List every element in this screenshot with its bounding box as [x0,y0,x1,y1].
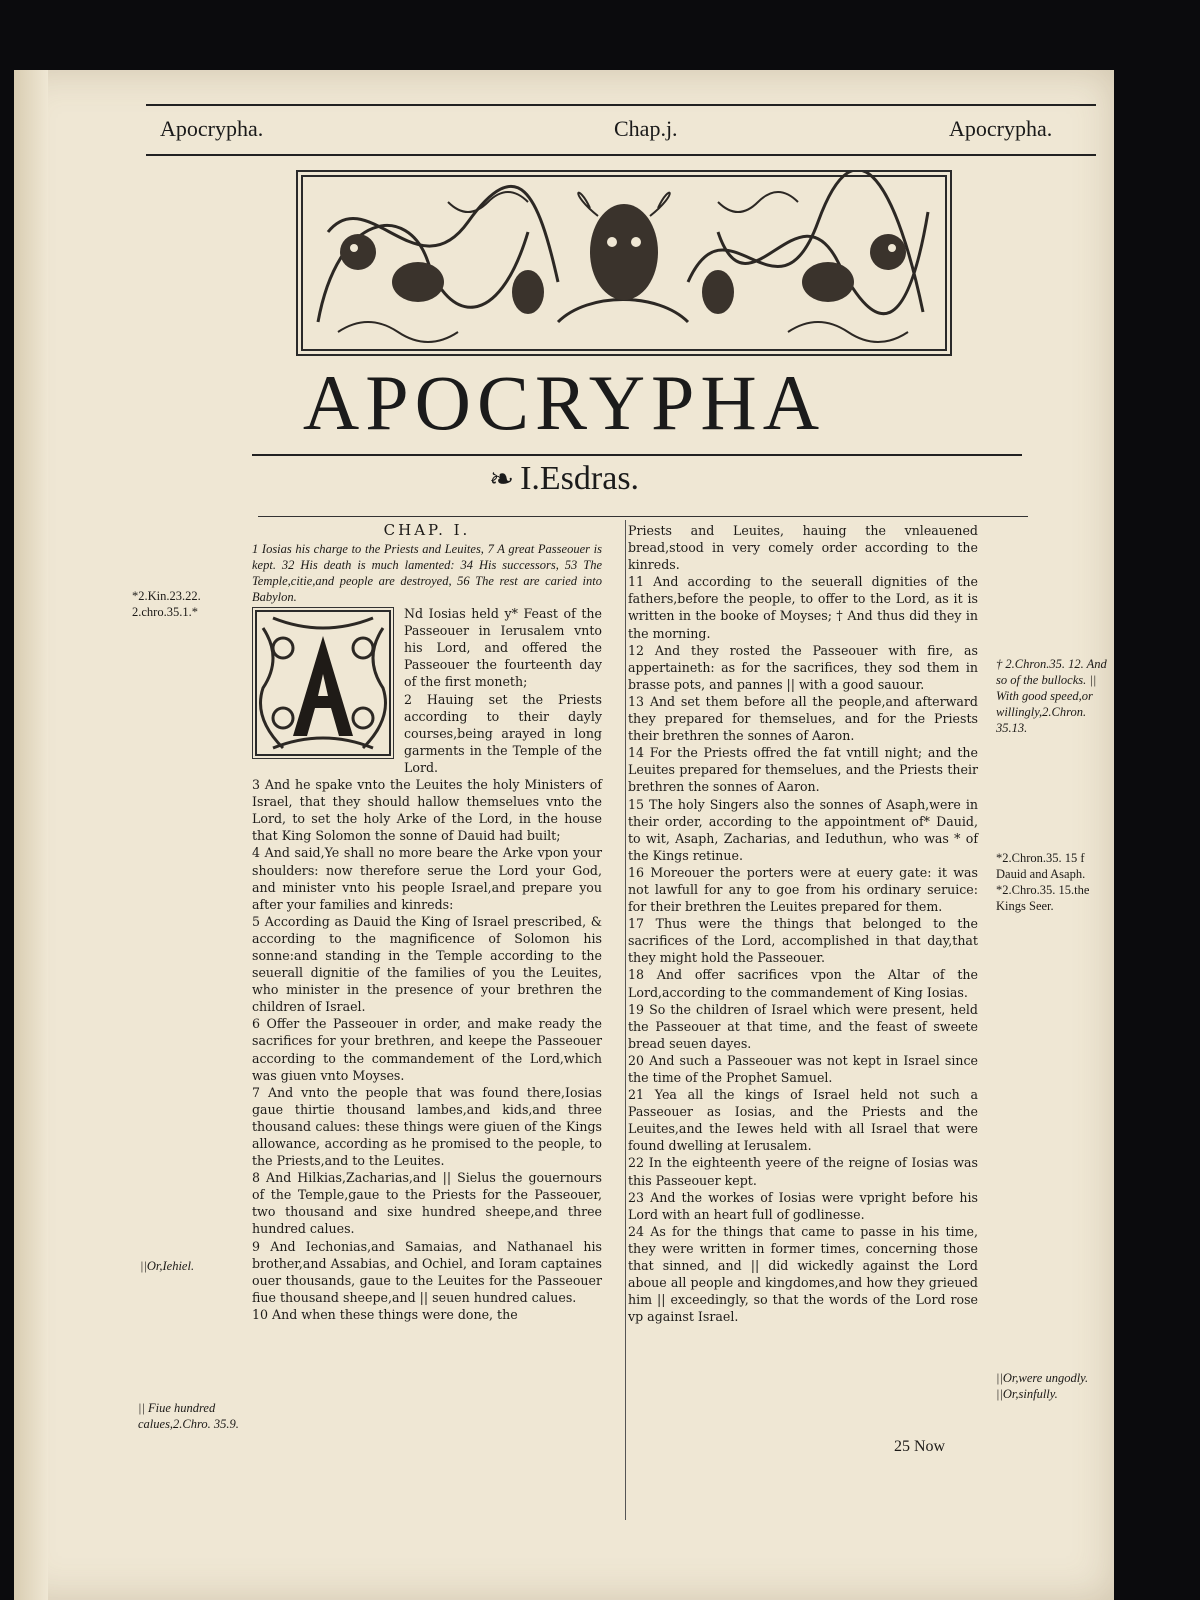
left-column [252,522,602,1323]
right-column [628,522,978,1325]
running-head-left: Apocrypha. [160,116,264,141]
chapter-heading: CHAP. I. [383,521,471,539]
running-head-center: Chap.j. [614,116,678,141]
margin-note-left: || Fiue hundred calues,2.Chro. 35.9. [138,1401,239,1431]
verse: 16 Moreouer the porters were at euery gate: it was not lawfull for any to goe from his ordinary seruice: for their brethren the Leuites prepared for them. [628,864,978,915]
verse: 21 Yea all the kings of Israel held not such a Passeouer as Iosias, and the Priests and the Leuites,and the Iewes held with all Israel that were found dwelling at Ierusalem. [628,1087,978,1154]
verse: Nd Iosias held y* Feast of the Passeouer in Ierusalem vnto his Lord, and offered the Passeouer the fourteenth day of the first moneth; [404,606,602,690]
verse: 5 According as Dauid the King of Israel prescribed, & according to the magnificence of Solomon his sonne:and standing in the Temple according to the seuerall dignitie of the families of you the Leuites, who minister in the presence of your brethren the children of Israel. [252,913,602,1015]
drop-cap-a-icon [252,607,394,759]
book-page [14,70,1114,1600]
verse: 24 As for the things that came to passe in his time, they were written in former times, concerning those that sinned, and || did wickedly against the Lord aboue all people and kingdomes,and how they grieued him || exceedingly, so that the words of the Lord rose vp against Israel. [628,1223,978,1325]
verse: 12 And they rosted the Passeouer with fire, as appertaineth: as for the sacrifices, they sod them in brasse pots, and pannes || with a good sauour. [628,642,978,692]
margin-note-right: ||Or,were ungodly. ||Or,sinfully. [996,1371,1089,1401]
book-title-text: I.Esdras. [520,460,640,497]
verse: 4 And said,Ye shall no more beare the Arke vpon your shoulders: now therefore serue the Lord your God, and minister vnto his people Israel,and prepare you after your families and kinreds: [252,845,602,912]
page-title: APOCRYPHA [302,359,826,446]
verse: Priests and Leuites, hauing the vnleauened bread,stood in very comely order according to the kinreds. [628,523,978,573]
title-rule [252,454,1022,456]
margin-note-right: *2.Chron.35. 15 f Dauid and Asaph. *2.Chro.35. 15.the Kings Seer. [996,851,1090,913]
running-head-right: Apocrypha. [949,116,1053,141]
verse: 9 And Iechonias,and Samaias, and Nathanael his brother,and Assabias, and Ochiel, and Ioram captaines ouer thousands, gaue to the Leuites for the Passeouer fiue thousand sheepe,and || seuen hundred calues. [252,1238,602,1305]
book-rule [258,516,1028,517]
verse: 6 Offer the Passeouer in order, and make ready the sacrifices for your brethren, and keepe the Passeouer according to the commandement of the Lord,which was giuen vnto Moyses. [252,1016,602,1083]
verse: 8 And Hilkias,Zacharias,and || Sielus the gouernours of the Temple,gaue to the Priests for the Passeouer, two thousand and sixe hundred sheepe,and three hundred calues. [252,1170,602,1237]
margin-note-right: † 2.Chron.35. 12. And so of the bullocks. || With good speed,or willingly,2.Chron. 35.13. [996,657,1107,735]
verse: 19 So the children of Israel which were present, held the Passeouer at that time, and the feast of sweete bread seuen dayes. [628,1001,978,1051]
head-rule [146,154,1096,156]
margin-note-left: ||Or,Iehiel. [140,1259,195,1273]
verse: 2 Hauing set the Priests according to their dayly courses,being arayed in long garments in the Temple of the Lord. [404,691,602,775]
book-title [14,460,1114,498]
headpiece-illustration [298,172,950,354]
chapter-summary: 1 Iosias his charge to the Priests and Leuites, 7 A great Passeouer is kept. 32 His death is much lamented: 34 His successors, 53 The Temple,citie,and people are destroyed, 56 The rest are caried into Babylon. [252,542,602,605]
verse: 13 And set them before all the people,and afterward they prepared for themselues, and for the Priests their brethren the sonnes of Aaron. [628,693,978,744]
verse: 23 And the workes of Iosias were vpright before his Lord with an heart full of godlinesse. [628,1189,978,1222]
verse: 11 And according to the seuerall dignities of the fathers,before the people, to offer to the Lord, as it is written in the booke of Moyses; † And thus did they in the morning. [628,574,978,641]
verse: 3 And he spake vnto the Leuites the holy Ministers of Israel, that they should hallow themselues vnto the Lord, to set the holy Arke of the Lord, in the house that King Solomon the sonne of Dauid had built; [252,777,602,844]
verse: 14 For the Priests offred the fat vntill night; and the Leuites prepared for themselues, and the Priests their brethren the sonnes of Aaron. [628,745,978,795]
verse: 7 And vnto the people that was found there,Iosias gaue thirtie thousand lambes,and kids,and three thousand calues: these things were giuen of the Kings allowance, according as he promised to the people, to the Priests,and to the Leuites. [252,1084,602,1169]
verse: 20 And such a Passeouer was not kept in Israel since the time of the Prophet Samuel. [628,1052,978,1085]
catchword: 25 Now [894,1438,946,1455]
column-divider [625,520,626,1520]
verse: 17 Thus were the things that belonged to the sacrifices of the Lord, accomplished in that day,that they might hold the Passeouer. [628,916,978,966]
woodcut-headpiece [296,170,952,356]
verse: 22 In the eighteenth yeere of the reigne of Iosias was this Passeouer kept. [628,1155,978,1188]
verse: 15 The holy Singers also the sonnes of Asaph,were in their order, according to the appointment of* Dauid, to wit, Asaph, Zacharias, and Ieduthun, who was * of the Kings retinue. [628,796,978,863]
top-rule [146,104,1096,106]
margin-note-left: *2.Kin.23.22. 2.chro.35.1.* [132,589,201,619]
drop-cap-illustration [253,608,393,758]
verse: 18 And offer sacrifices vpon the Altar of the Lord,according to the commandement of King Iosias. [628,967,978,1000]
fleuron-icon: ❧ [488,463,515,496]
verse: 10 And when these things were done, the [252,1306,518,1322]
